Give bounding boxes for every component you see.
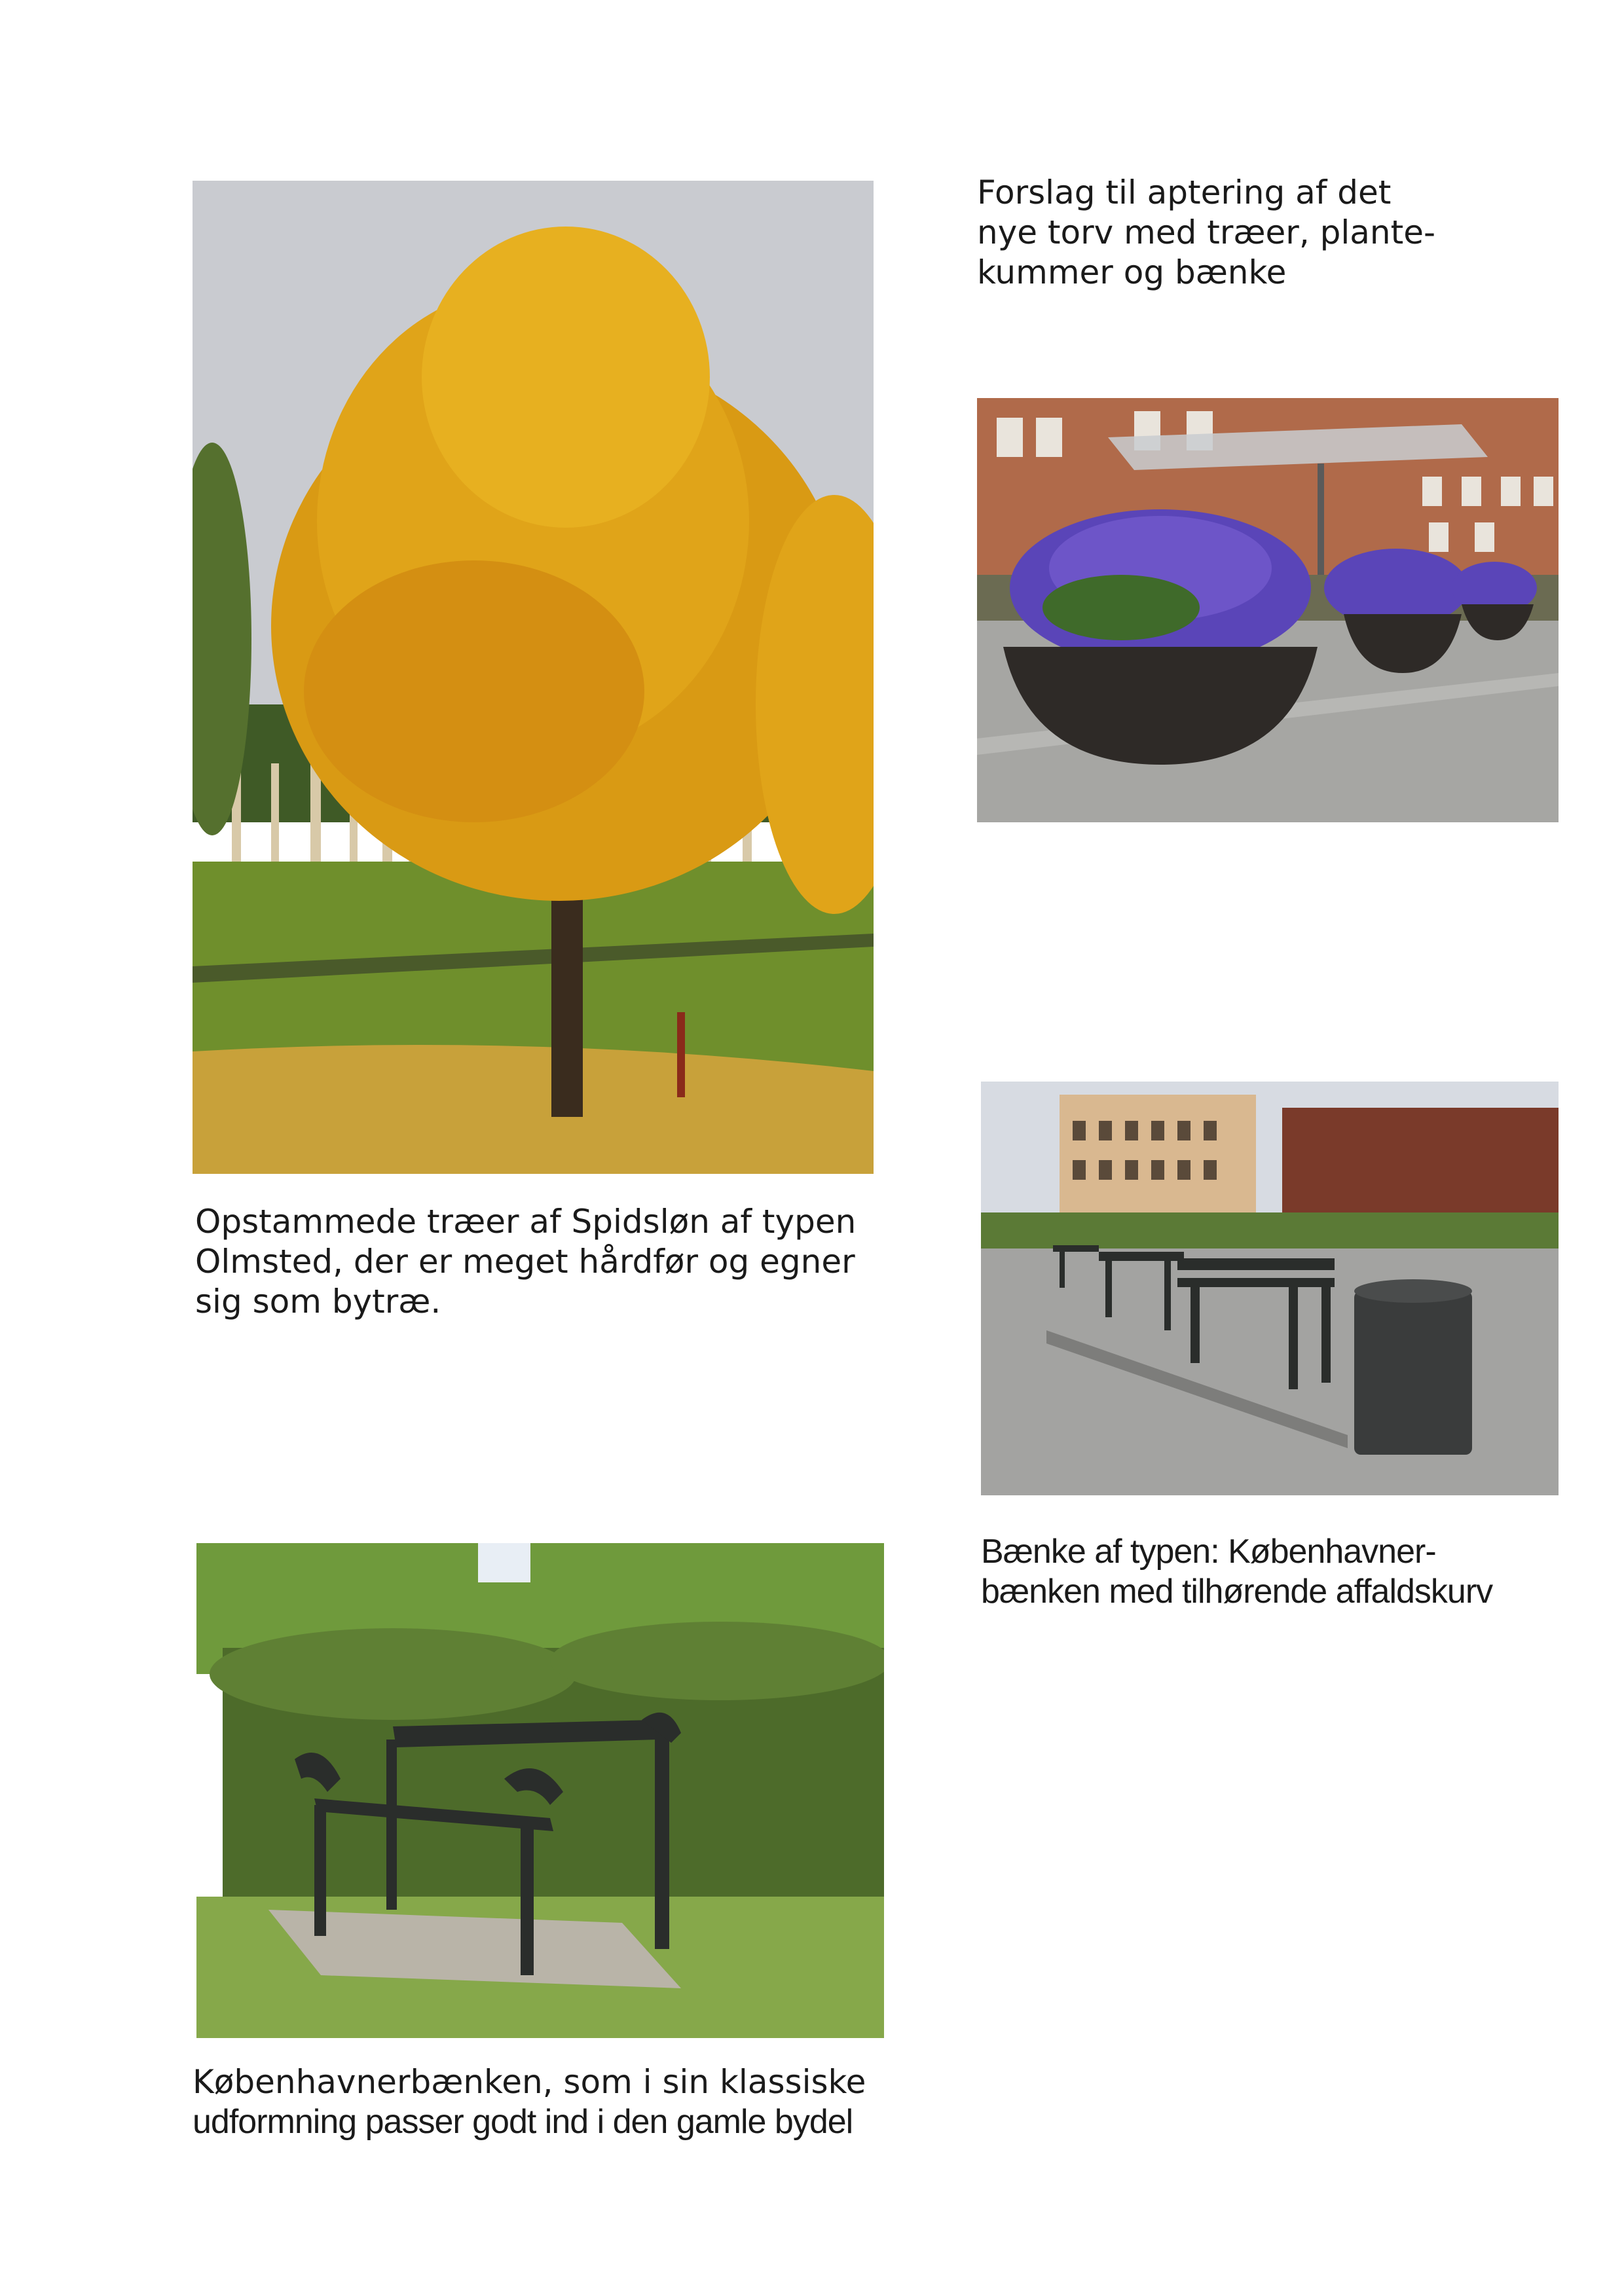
tree-caption-line-2: Olmsted, der er meget hårdfør og egner	[195, 1243, 855, 1281]
intro-text	[977, 173, 1435, 293]
tree-caption	[195, 1202, 856, 1322]
benches-caption-line-2: bænken med tilhørende affaldskurv	[981, 1573, 1493, 1611]
planters-photo	[977, 398, 1559, 822]
benches-caption	[981, 1532, 1492, 1612]
benches-square-photo	[981, 1082, 1559, 1495]
tree-caption-line-3: sig som bytræ.	[195, 1283, 441, 1321]
benches-caption-line-1: Bænke af typen: Københavner-	[981, 1533, 1436, 1571]
intro-line-1: Forslag til aptering af det	[977, 173, 1392, 211]
intro-line-3: kummer og bænke	[977, 253, 1287, 291]
bench-caption-line-1: Københavnerbænken, som i sin klassiske	[193, 2063, 866, 2101]
tree-photo	[193, 181, 874, 1174]
bench-caption	[193, 2062, 866, 2142]
bench-caption-line-2: udformning passer godt ind i den gamle bydel	[193, 2103, 853, 2141]
bench-hedge-photo	[196, 1543, 884, 2038]
intro-line-2: nye torv med træer, plante-	[977, 213, 1435, 251]
tree-caption-line-1: Opstammede træer af Spidsløn af typen	[195, 1203, 857, 1241]
